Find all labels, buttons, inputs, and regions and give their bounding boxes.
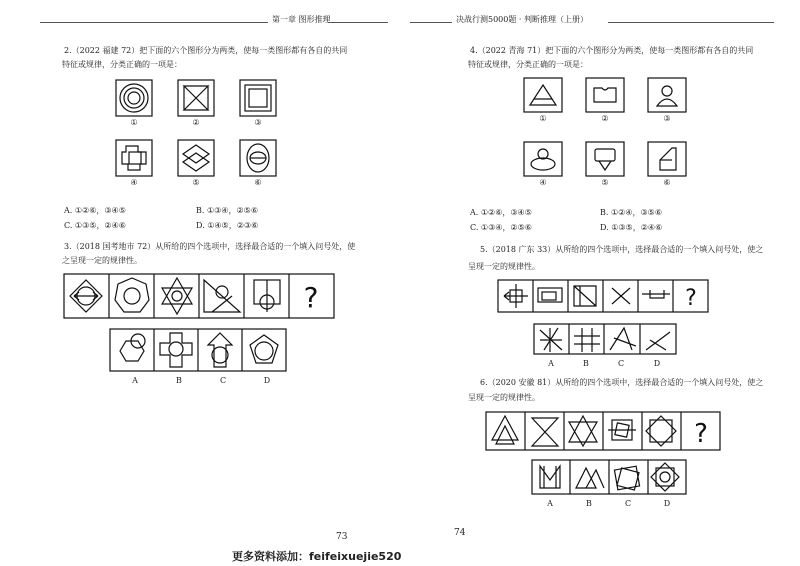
q2-figures <box>110 76 286 192</box>
q4-figure-4 <box>524 142 562 176</box>
q4-option-a[interactable]: A. ①②⑥，③④⑤ <box>470 208 532 217</box>
q3-stem-figures <box>62 272 340 322</box>
q5-option-label-a: A <box>548 359 554 368</box>
q5-stem-figures <box>496 278 712 316</box>
q4-label-6: ⑥ <box>663 178 671 187</box>
q4-figure-6 <box>648 142 686 176</box>
header-rule <box>608 22 774 23</box>
q4-label-5: ⑤ <box>601 178 609 187</box>
q6-stem-figures <box>484 410 724 454</box>
q6-option-label-c: C <box>624 499 632 508</box>
q6-stem-line1: 6.（2020 安徽 81）从所给的四个选项中，选择最合适的一个填入问号处，使之 <box>480 378 764 387</box>
q2-figure-5 <box>178 140 214 176</box>
page-number-left: 73 <box>336 532 348 542</box>
q6-option-label-a: A <box>547 499 553 508</box>
q2-figure-6 <box>240 140 276 176</box>
q5-option-label-d: D <box>653 359 661 368</box>
q4-figure-2 <box>586 78 624 112</box>
q4-label-1: ① <box>539 114 547 123</box>
q2-label-3: ③ <box>254 118 262 127</box>
q2-option-d[interactable]: D. ①④⑤，②③⑥ <box>196 221 259 230</box>
q2-figure-4 <box>116 140 152 176</box>
q4-figures <box>518 76 694 188</box>
q2-option-a[interactable]: A. ①②⑥，③④⑤ <box>64 206 126 215</box>
q5-option-figures <box>532 322 680 358</box>
footer-note: 更多资料添加：feifeixuejie520 <box>232 550 402 563</box>
q2-label-4: ④ <box>130 178 138 187</box>
q2-label-2: ② <box>192 118 200 127</box>
q3-option-label-c: C <box>219 376 227 385</box>
q2-label-1: ① <box>130 118 138 127</box>
q2-option-b[interactable]: B. ①③④，②⑤⑥ <box>196 206 258 215</box>
chapter-header: 第一章 图形推理 <box>272 15 331 24</box>
q3-option-figures <box>108 327 292 375</box>
q4-figure-3 <box>648 78 686 112</box>
q4-stem-line2: 特征或规律，分类正确的一项是： <box>468 60 588 69</box>
q2-stem-line1: 2.（2022 福建 72）把下面的六个图形分为两类，使每一类图形都有各自的共同 <box>64 46 348 55</box>
q6-stem-line2: 呈现一定的规律性。 <box>468 393 540 402</box>
q4-stem-line1: 4.（2022 青海 71）把下面的六个图形分为两类，使每一类图形都有各自的共同 <box>470 46 754 55</box>
q3-question-mark: ? <box>303 281 319 314</box>
q3-option-label-d: D <box>263 376 271 385</box>
q2-figure-2 <box>178 80 214 116</box>
q4-label-3: ③ <box>663 114 671 123</box>
q3-option-label-a: A <box>132 376 138 385</box>
q3-stem-line1: 3.（2018 国考地市 72）从所给的四个选项中，选择最合适的一个填入问号处，使 <box>64 242 356 251</box>
q2-label-6: ⑥ <box>254 178 262 187</box>
q3-option-label-b: B <box>176 376 182 385</box>
q4-figure-5 <box>586 142 624 176</box>
q2-option-c[interactable]: C. ①③⑤，②④⑥ <box>64 221 126 230</box>
q4-option-c[interactable]: C. ①③④，②⑤⑥ <box>470 223 532 232</box>
header-rule <box>328 22 388 23</box>
header-rule <box>410 22 452 23</box>
page-number-right: 74 <box>454 528 466 538</box>
q6-question-mark: ? <box>694 419 708 449</box>
q5-option-label-b: B <box>583 359 589 368</box>
header-rule <box>40 22 268 23</box>
book-header: 决战行测5000题 · 判断推理（上册） <box>456 15 588 24</box>
q3-stem-line2: 之呈现一定的规律性。 <box>62 256 142 265</box>
q6-option-figures <box>530 458 690 498</box>
q6-option-label-b: B <box>586 499 592 508</box>
q2-stem-line2: 特征或规律，分类正确的一项是： <box>62 60 182 69</box>
q4-option-d[interactable]: D. ①③⑤，②④⑥ <box>600 223 663 232</box>
q4-option-b[interactable]: B. ①②④，③⑤⑥ <box>600 208 662 217</box>
q5-question-mark: ? <box>685 286 697 311</box>
q4-label-4: ④ <box>539 178 547 187</box>
q5-stem-line2: 呈现一定的规律性。 <box>468 262 540 271</box>
q5-stem-line1: 5.（2018 广东 33）从所给的四个选项中，选择最合适的一个填入问号处，使之 <box>480 245 764 254</box>
q2-figure-1 <box>116 80 152 116</box>
q5-option-label-c: C <box>617 359 625 368</box>
q4-figure-1 <box>524 78 562 112</box>
q2-figure-3 <box>240 80 276 116</box>
q2-label-5: ⑤ <box>192 178 200 187</box>
q6-option-label-d: D <box>663 499 671 508</box>
q4-label-2: ② <box>601 114 609 123</box>
right-page <box>400 0 800 566</box>
